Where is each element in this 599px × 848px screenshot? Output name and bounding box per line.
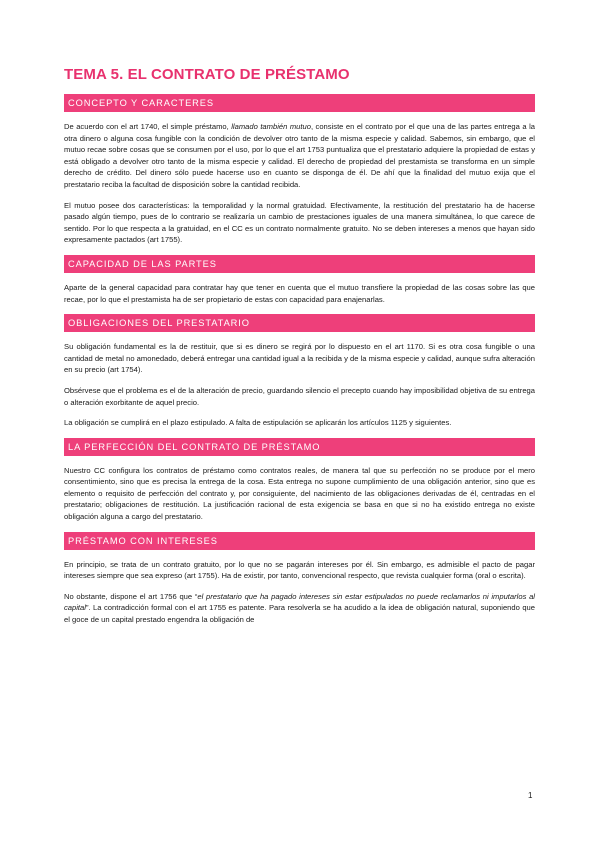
paragraph-text: De acuerdo con el art 1740, el simple préstamo, bbox=[64, 122, 232, 131]
paragraph-text: No obstante, dispone el art 1756 que “ bbox=[64, 591, 198, 601]
section-heading: CAPACIDAD DE LAS PARTES bbox=[64, 255, 535, 273]
paragraph-text: En principio, se trata de un contrato gratuito, por lo que no se pagarán intereses por él. Sin embargo, es admisible el pacto de pagar intereses siempre que sea expreso (art 1755). Ha de existir, por tanto, convencional respecto, que revista cualquier forma (oral o escrita). bbox=[64, 559, 535, 581]
italic-text: el prestatario que ha pagado intereses sin estar estipulados no puede reclamarlos ni imputarlos al capital bbox=[64, 591, 535, 613]
paragraph-text: ”. La contradicción formal con el art 1755 es patente. Para resolverla se ha acudido a la idea de obligación natural, suponiendo que el goce de un capital prestado engendra la obligación de bbox=[64, 603, 535, 625]
page-title bbox=[64, 66, 535, 84]
paragraph bbox=[64, 385, 535, 408]
section-heading: CONCEPTO Y CARACTERES bbox=[64, 94, 535, 112]
sections-container bbox=[64, 94, 535, 626]
section bbox=[64, 94, 535, 246]
section bbox=[64, 532, 535, 626]
italic-text: llamado también mutuo bbox=[231, 122, 311, 131]
section-heading: OBLIGACIONES DEL PRESTATARIO bbox=[64, 314, 535, 332]
paragraph bbox=[64, 121, 535, 191]
paragraph bbox=[64, 417, 535, 429]
section bbox=[64, 438, 535, 523]
section bbox=[64, 314, 535, 429]
paragraph bbox=[64, 341, 535, 376]
paragraph-text: Su obligación fundamental es la de restituir, que si es dinero se regirá por lo dispuesto en el art 1170. Si es otra cosa fungible o una cantidad de metal no amonedado, deberá entregar una cantidad igual a la recibida y de la misma especie y calidad, aunque sufra alteración en su precio (art 1754). bbox=[64, 342, 535, 375]
section-heading: LA PERFECCIÓN DEL CONTRATO DE PRÉSTAMO bbox=[64, 438, 535, 456]
paragraph-text: La obligación se cumplirá en el plazo estipulado. A falta de estipulación se aplicarán los artículos 1125 y siguientes. bbox=[64, 418, 452, 428]
paragraph bbox=[64, 559, 535, 582]
title-text: . EL CONTRATO DE PRÉSTAMO bbox=[119, 66, 350, 83]
page-number: 1 bbox=[528, 791, 533, 800]
title-number: TEMA 5 bbox=[64, 66, 120, 83]
paragraph bbox=[64, 282, 535, 305]
paragraph-text: , consiste en el contrato por el que una de las partes entrega a la otra dinero o alguna cosa fungible con la condición de devolver otro tanto de la misma especie y calidad. Sabemos, sin embargo, que el mutuo recae sobre cosas que se consumen por el uso, por lo que el art 1753 puntualiza que el prestatario adquiere la propiedad de estas y está obligado a devolver otro tanto de la misma especie y calidad. El derecho de propiedad del prestamista se transforma en un simple derecho de crédito. Del dinero sólo puede hacerse uso en cuanto se disponga de él. De ahí que la finalidad del mutuo exija que el prestatario reciba la facultad de disposición sobre la cantidad recibida. bbox=[64, 122, 535, 189]
page-content bbox=[64, 66, 535, 635]
paragraph-text: Nuestro CC configura los contratos de préstamo como contratos reales, de manera tal que su perfección no se produce por el mero consentimiento, sino que es precisa la entrega de la cosa. Esta entrega no supone cumplimiento de una obligación anterior, sino que es elemento o requisito de perfección del contrato y, por consiguiente, del nacimiento de las obligaciones derivadas de él, centradas en el prestatario; obligaciones de restitución. La justificación racional de esta exigencia se basa en que si no ha existido entrega no existe obligación alguna a cargo del prestatario. bbox=[64, 465, 535, 522]
paragraph-text: El mutuo posee dos características: la temporalidad y la normal gratuidad. Efectivamente, la restitución del prestatario ha de hacerse pasado algún tiempo, pues de lo contrario se realizaría un cambio de prestaciones iguales de una manera simultánea, lo que carece de sentido. Por lo que respecta a la gratuidad, en el CC es un contrato normalmente gratuito. No se deben intereses a menos que hayan sido expresamente pactados (art 1755). bbox=[64, 200, 535, 245]
paragraph bbox=[64, 200, 535, 246]
section-heading: PRÉSTAMO CON INTERESES bbox=[64, 532, 535, 550]
paragraph bbox=[64, 465, 535, 523]
paragraph bbox=[64, 591, 535, 626]
paragraph-text: Obsérvese que el problema es el de la alteración de precio, guardando silencio el precepto cuando hay imposibilidad objetiva de su entrega o alteración exorbitante de aquel precio. bbox=[64, 385, 535, 407]
section bbox=[64, 255, 535, 305]
paragraph-text: Aparte de la general capacidad para contratar hay que tener en cuenta que el mutuo transfiere la propiedad de las cosas sobre las que recae, por lo que el prestamista ha de ser propietario de estas con capacidad para enajenarlas. bbox=[64, 282, 535, 304]
